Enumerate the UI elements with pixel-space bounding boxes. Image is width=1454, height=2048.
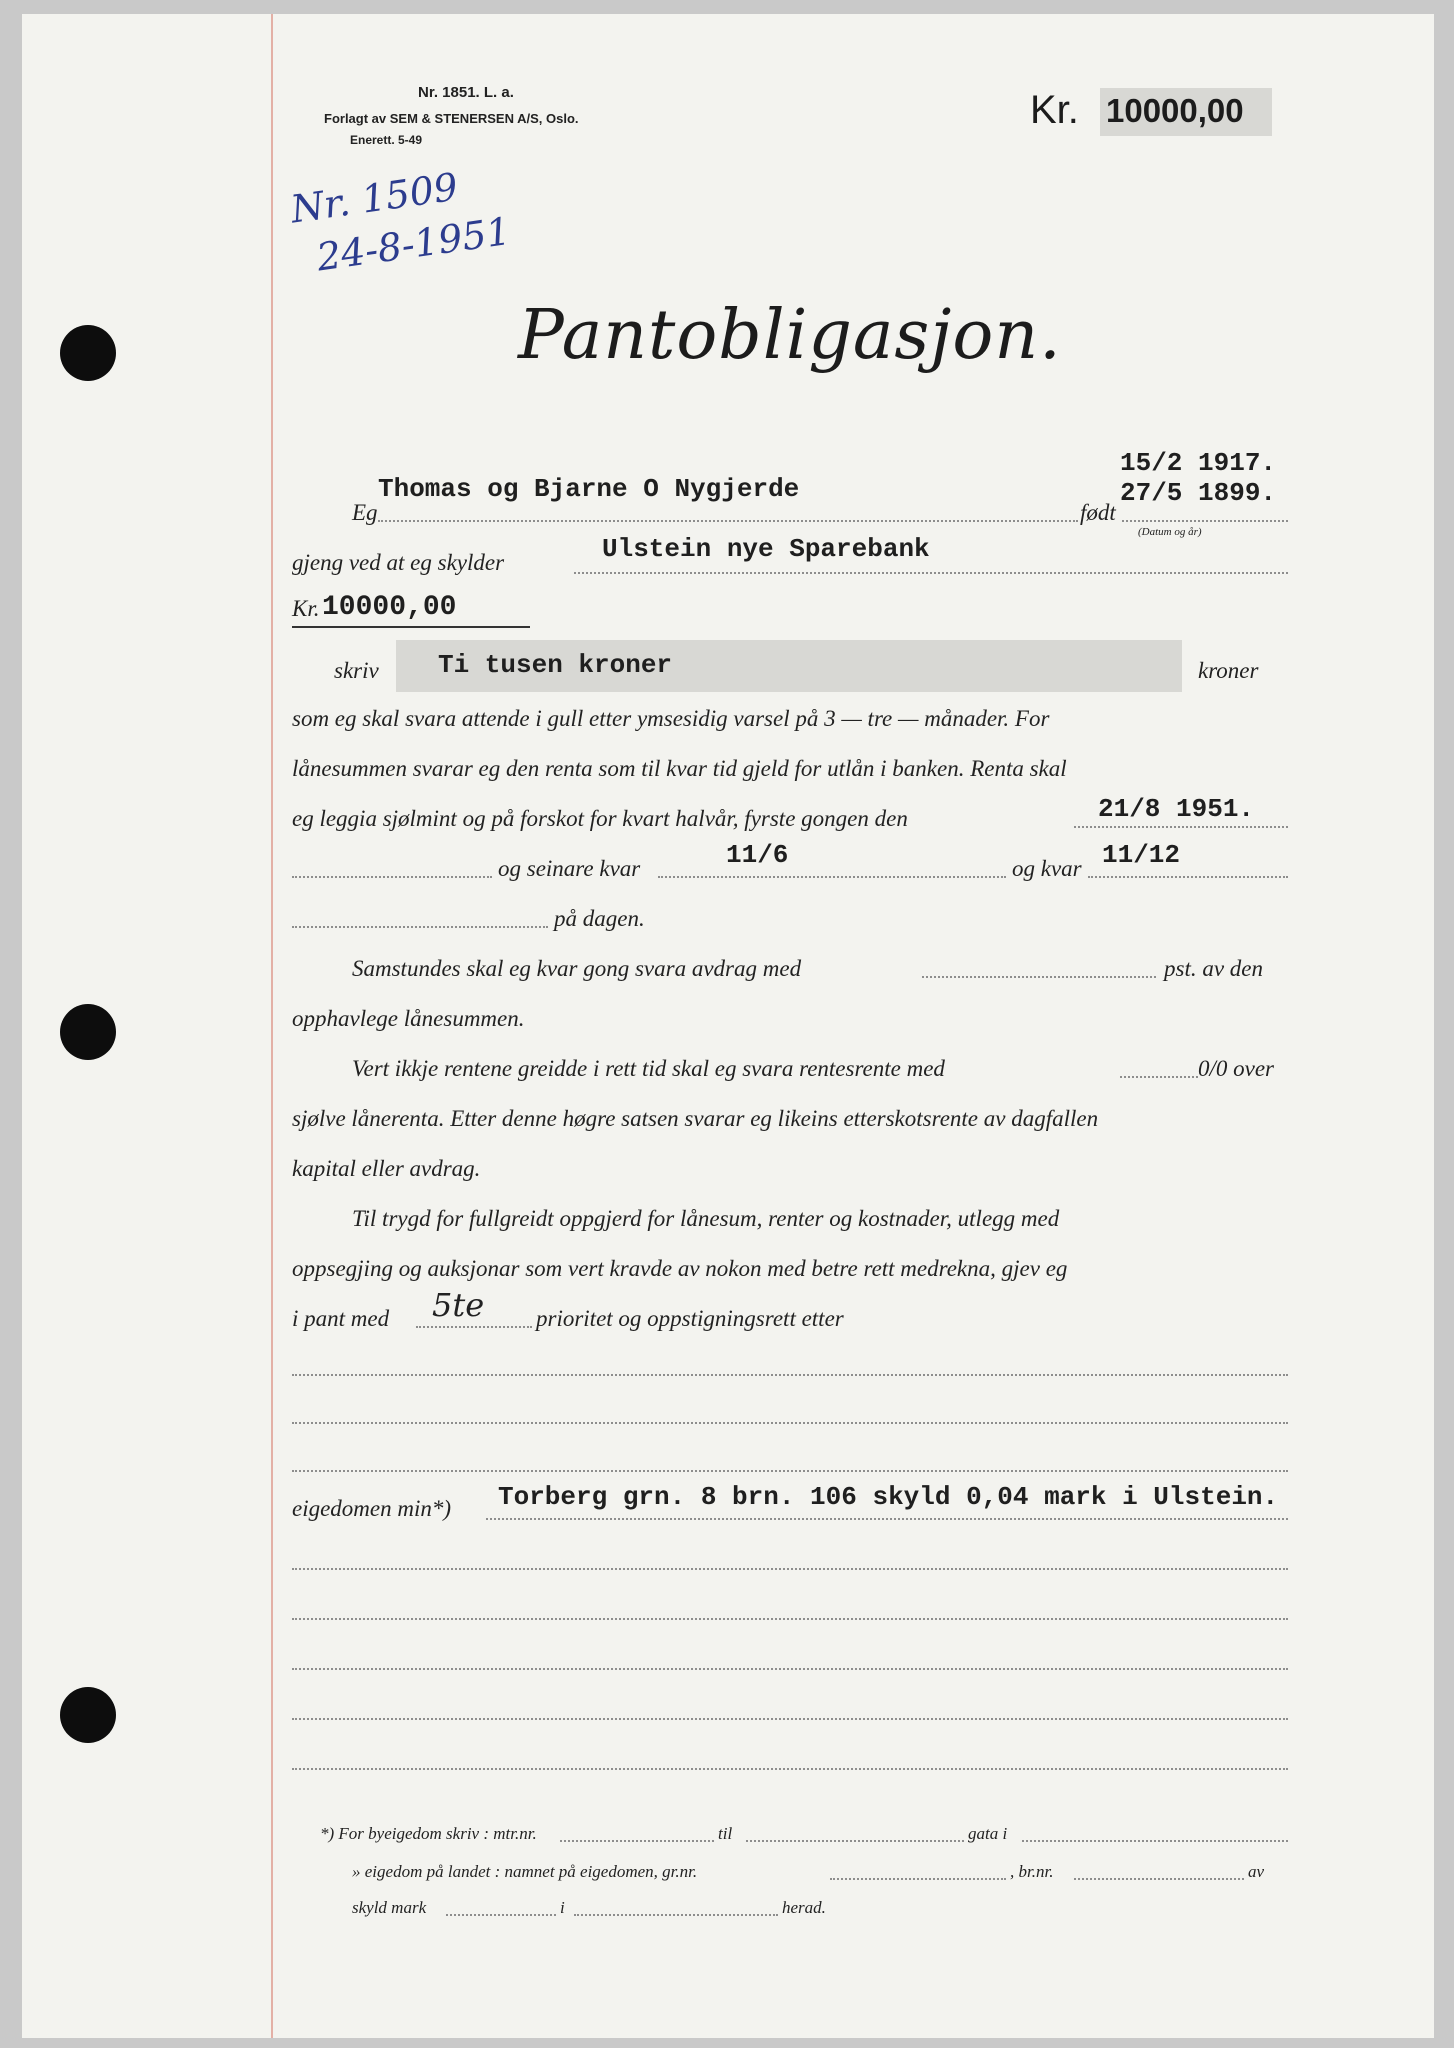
skriv-label: skriv [334,658,379,683]
fodt-label: født [1080,500,1116,525]
form-number: Nr. 1851. L. a. [418,84,514,101]
footnote-line2-a: » eigedom på landet : namnet på eigedomen, gr.nr. [352,1862,698,1881]
eigedomen-label: eigedomen min*) [292,1496,452,1521]
footnote-dots [560,1840,714,1842]
footnote-dots [446,1914,556,1916]
pa-dagen-line [292,926,548,928]
opphavlege-text: opphavlege lånesummen. [292,1006,525,1031]
footnote-dots [746,1840,964,1842]
amount-words: Ti tusen kroner [438,650,673,680]
footnote-line1-a: *) For byeigedom skriv : mtr.nr. [320,1824,537,1843]
line-lanesummen: lånesummen svarar eg den renta som til kvar tid gjeld for utlån i banken. Renta skal [292,756,1067,781]
footnote-line2-b: , br.nr. [1010,1862,1054,1881]
kroner-label: kroner [1198,658,1259,683]
blank-line [292,1668,1288,1670]
kapital-text: kapital eller avdrag. [292,1156,481,1181]
binder-hole [60,1687,116,1743]
line-leggia: eg leggia sjølmint og på forskot for kvart halvår, fyrste gongen den [292,806,908,831]
avdrag-line [922,976,1156,978]
date-b-line [1088,876,1288,878]
kr-underline [292,626,530,628]
footnote-line3-a: skyld mark [352,1898,427,1917]
margin-rule [271,14,273,2038]
footnote-dots [830,1878,1006,1880]
til-trygd-text: Til trygd for fullgreidt oppgjerd for lånesum, renter og kostnader, utlegg med [352,1206,1060,1231]
date-a: 11/6 [726,840,789,870]
vert-ikkje-text: Vert ikkje rentene greidde i rett tid skal eg svara rentesrente med [352,1056,945,1081]
footnote-line1-b: til [718,1824,733,1843]
first-date: 21/8 1951. [1098,794,1255,824]
rentesrente-line [1120,1076,1198,1078]
date-a-line [658,876,1006,878]
seinare-line-a [292,876,492,878]
blank-line [292,1374,1288,1376]
date-b: 11/12 [1102,840,1181,870]
document-page [22,14,1434,2038]
pa-dagen: på dagen. [554,906,645,931]
first-date-line [1074,826,1288,828]
kr-amount: 10000,00 [322,592,457,623]
binder-hole [60,1004,116,1060]
skylder-label: gjeng ved at eg skylder [292,550,505,575]
footnote-line1-c: gata i [968,1824,1008,1843]
blank-line [292,1568,1288,1570]
i-pant-med-label: i pant med [292,1306,390,1331]
birth-date-2: 27/5 1899. [1120,478,1277,508]
line-svara: som eg skal svara attende i gull etter ymsesidig varsel på 3 — tre — månader. For [292,706,1050,731]
pst-av-den: pst. av den [1164,956,1264,981]
footnote-dots [1022,1840,1288,1842]
birth-date-1: 15/2 1917. [1120,448,1277,478]
eg-label: Eg [352,500,378,525]
footnote-line3-c: herad. [782,1898,826,1917]
handwritten-ref-number: Nr. 1509 [288,164,461,232]
footnote-line2-c: av [1248,1862,1265,1881]
binder-hole [60,325,116,381]
page-title: Pantobligasjon. [518,296,1062,375]
blank-line [292,1422,1288,1424]
datum-hint: (Datum og år) [1138,526,1202,538]
og-kvar-label: og kvar [1012,856,1082,881]
publisher-line: Forlagt av SEM & STENERSEN A/S, Oslo. [324,111,579,126]
property-line [486,1518,1288,1520]
property-description: Torberg grn. 8 brn. 106 skyld 0,04 mark i Ulstein. [498,1482,1279,1512]
debtors-line [378,520,1078,522]
blank-line [292,1718,1288,1720]
oppsegjing-text: oppsegjing og auksjonar som vert kravde av nokon med betre rett medrekna, gjev eg [292,1256,1068,1281]
priority-value: 5te [432,1286,485,1324]
prioritet-text: prioritet og oppstigningsrett etter [536,1306,844,1331]
og-seinare-label: og seinare kvar [498,856,641,881]
footnote-dots [574,1914,778,1916]
amount-label: Kr. [1030,88,1079,132]
handwritten-ref-date: 24-8-1951 [314,208,514,280]
blank-line [292,1470,1288,1472]
blank-line [292,1618,1288,1620]
samstundes-text: Samstundes skal eg kvar gong svara avdrag med [352,956,802,981]
kr-label: Kr. [292,596,320,621]
sjolve-text: sjølve lånerenta. Etter denne høgre satsen svarar eg likeins etterskotsrente av dagfallen [292,1106,1099,1131]
blank-line [292,1768,1288,1770]
pct-over: 0/0 over [1198,1056,1275,1081]
amount-value: 10000,00 [1106,92,1244,129]
priority-line [416,1326,532,1328]
footnote-line3-b: i [560,1898,565,1917]
birth-line [1122,520,1288,522]
debtors-name: Thomas og Bjarne O Nygjerde [378,474,800,504]
creditor-line [574,572,1288,574]
edition-line: Enerett. 5-49 [350,133,423,147]
footnote-dots [1074,1878,1244,1880]
creditor-name: Ulstein nye Sparebank [602,534,930,564]
